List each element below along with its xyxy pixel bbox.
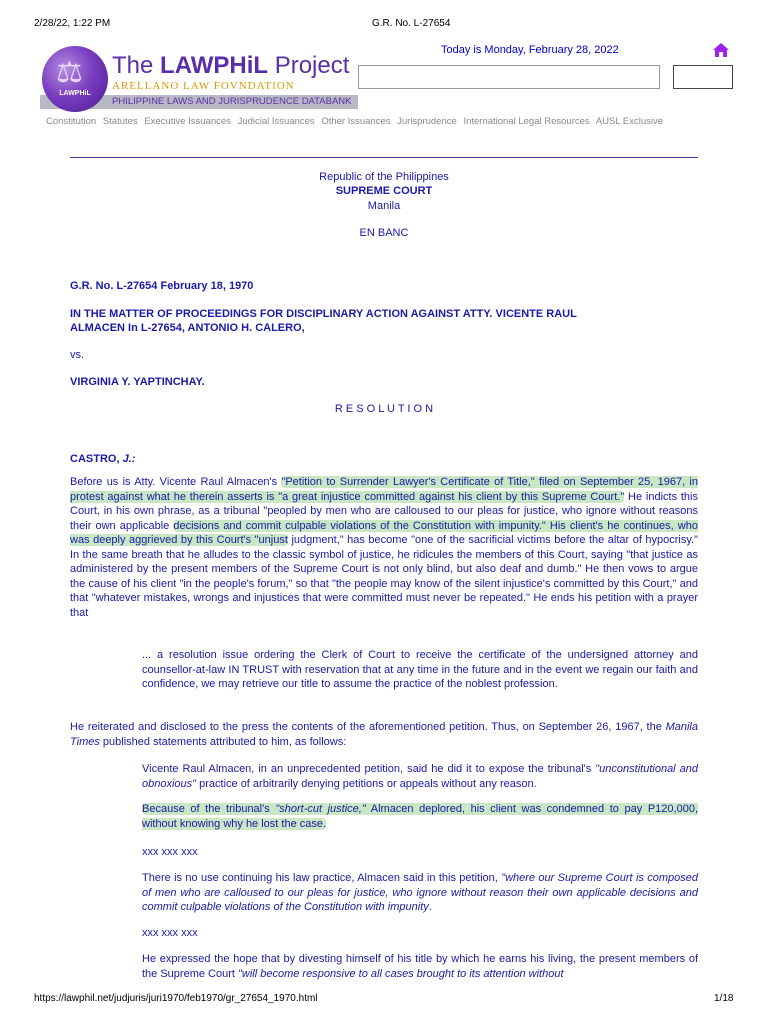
databank-name: PHILIPPINE LAWS AND JURISPRUDENCE DATABANK (112, 96, 352, 107)
nav-statutes[interactable]: Statutes (102, 116, 138, 127)
ponente: CASTRO, J.: (70, 453, 136, 465)
home-icon[interactable] (712, 42, 730, 58)
header-divider (70, 157, 698, 158)
nav-jurisprudence[interactable]: Jurisprudence (397, 116, 457, 127)
manila-times-quote-2 (142, 802, 698, 831)
logo-seal-icon (42, 46, 108, 112)
scales-of-justice-icon: ⚖ (56, 56, 83, 89)
case-number: G.R. No. L-27654 February 18, 1970 (70, 280, 254, 292)
manila-times-quote-4: He expressed the hope that by divesting himself of his title by which he earns his living, the present members of the Supreme Court "will become responsive to all cases brought to its attention without (142, 953, 698, 980)
highlight-1: "Petition to Surrender Lawyer's Certificate of Title," filed on September 25, 1967, in protest against what he therein asserts is "a great injustice committed against his client by this Supreme Court." (70, 476, 698, 503)
print-doc-title: G.R. No. L-27654 (372, 18, 451, 29)
opening-paragraph: Before us is Atty. Vicente Raul Almacen's "Petition to Surrender Lawyer's Certificate of Title," filed on September 25, 1967, in protest against what he therein asserts is "a great injustice committed against his client by this Supreme Court." He indicts this Court, in his own phrase, as a tribunal "peopled by men who are calloused to our pleas for justice, who ignore without reasons their own applicable decisions and commit culpable violations of the Constitution with impunity." His client's he continues, who was deeply aggrieved by this Court's "unjust judgment," has become "one of the sacrificial victims before the altar of hypocrisy." In the same breath that he alludes to the classic symbol of justice, he ridicules the members of this Court, saying "that justice as administered by the present members of the Supreme Court is not only blind, but also deaf and dumb." He then vows to argue the cause of his client "in the people's forum," so that "the people may know of the silent injustice's committed by this Court," and that "whatever mistakes, wrongs and injustices that were committed must never be repeated." He ends his petition with a prayer that (70, 476, 699, 619)
nav-constitution[interactable]: Constitution (46, 116, 97, 127)
respondent-name: VIRGINIA Y. YAPTINCHAY. (70, 376, 205, 388)
nav-executive-issuances[interactable]: Executive Issuances (144, 116, 231, 127)
supreme-court-heading: SUPREME COURT (335, 185, 433, 197)
manila-times-quote-1: Vicente Raul Almacen, in an unprecedented petition, said he did it to expose the tribunal's "unconstitutional and obnoxious" practice of arbitrarily denying petitions or appeals without any reason. (142, 763, 698, 790)
republic-heading: Republic of the Philippines (319, 171, 449, 183)
site-title: The LAWPHiL Project (112, 52, 350, 79)
ellipsis-2: xxx xxx xxx (142, 927, 198, 939)
division-heading: EN BANC (359, 227, 409, 239)
nav-other-issuances[interactable]: Other Issuances (321, 116, 391, 127)
highlight-3: Because of the tribunal's "short-cut justice," Almacen deplored, his client was condemned to pay P120,000, without knowing why he lost the case. (142, 803, 698, 830)
print-page-number: 1/18 (714, 993, 734, 1004)
today-date: Today is Monday, February 28, 2022 (441, 44, 619, 56)
case-title-line1: IN THE MATTER OF PROCEEDINGS FOR DISCIPLINARY ACTION AGAINST ATTY. VICENTE RAUL (70, 308, 577, 320)
highlight-2: decisions and commit culpable violations of the Constitution with impunity." His client's he continues, who was deeply aggrieved by this Court's "unjust (70, 519, 698, 546)
city-heading: Manila (367, 200, 401, 212)
ellipsis-1: xxx xxx xxx (142, 846, 198, 858)
case-title-line2: ALMACEN In L-27654, ANTONIO H. CALERO, (70, 322, 305, 334)
versus: vs. (70, 349, 85, 361)
main-nav (46, 116, 667, 127)
nav-ausl-exclusive[interactable]: AUSL Exclusive (595, 116, 664, 127)
nav-international-legal-resources[interactable]: International Legal Resources (463, 116, 590, 127)
resolution-heading: R E S O L U T I O N (334, 403, 434, 415)
petition-prayer-quote: ... a resolution issue ordering the Clerk of Court to receive the certificate of the undersigned attorney and counsellor-at-law IN TRUST with reservation that at any time in the future and in the event we regain our faith and confidence, we may retrieve our title to assume the practice of the noblest profession. (142, 649, 698, 690)
print-datetime: 2/28/22, 1:22 PM (34, 18, 111, 29)
foundation-name: ARELLANO LAW FOVNDATION (112, 80, 295, 92)
press-paragraph: He reiterated and disclosed to the press the contents of the aforementioned petition. Thus, on September 26, 1967, the Manila Times published statements attributed to him, as follows: (70, 721, 698, 748)
nav-judicial-issuances[interactable]: Judicial Issuances (237, 116, 315, 127)
lawphil-logo[interactable] (40, 40, 360, 114)
logo-seal-text: LAWPHiL (59, 90, 91, 97)
print-url: https://lawphil.net/judjuris/juri1970/feb1970/gr_27654_1970.html (34, 993, 318, 1004)
search-input[interactable] (358, 65, 660, 89)
search-button[interactable] (673, 65, 733, 89)
manila-times-quote-3: There is no use continuing his law practice, Almacen said in this petition, "where our Supreme Court is composed of men who are calloused to our pleas for justice, who ignore without reason their own applicable decisions and commit culpable violations of the Constitution with impunity. (142, 872, 698, 913)
